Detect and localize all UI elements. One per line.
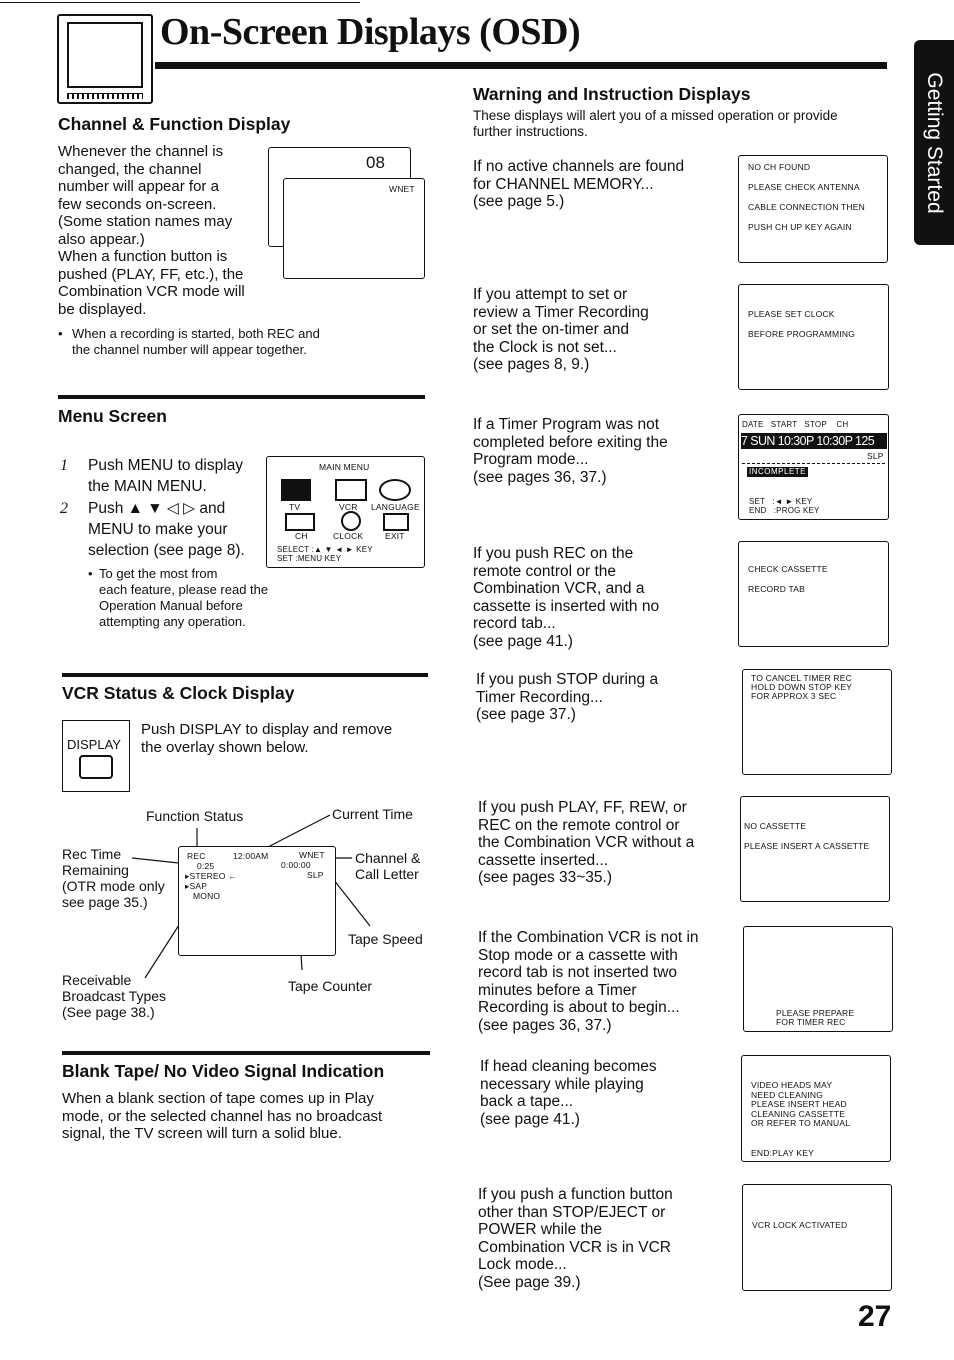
channel-call-label: Channel & Call Letter: [355, 850, 421, 882]
warning-screen: [738, 155, 888, 263]
page-title: On-Screen Displays (OSD): [160, 11, 581, 53]
warning-screen-text: PLEASE SET CLOCK BEFORE PROGRAMMING: [748, 309, 856, 339]
warning-screen: [738, 541, 889, 647]
timer-header: DATE START STOP CH: [742, 420, 849, 429]
timer-program-screen: [738, 414, 889, 520]
step1-text: Push MENU to display the MAIN MENU.: [88, 457, 244, 495]
function-status-label: Function Status: [146, 808, 244, 824]
warning-text: If you push a function button other than STOP/EJECT or POWER while the Combination VCR is in VCR Lock mode... (See page 39.): [478, 1186, 673, 1291]
warning-text: If the Combination VCR is not in Stop mode or a cassette with record tab is not inserted two minutes before a Timer Recording is about to begin... (see pages 36, 37.): [478, 929, 699, 1034]
warning-screen-text: NO CH FOUND PLEASE CHECK ANTENNA CABLE CONNECTION THEN PUSH CH UP KEY AGAIN: [748, 162, 865, 232]
warning-text: If no active channels are found for CHANNEL MEMORY... (see page 5.): [473, 158, 685, 210]
blank-tape-body: When a blank section of tape comes up in Play mode, or the selected channel has no broadcast signal, the TV screen will turn a solid blue.: [62, 1090, 383, 1142]
warning-screen: [741, 1055, 891, 1162]
warning-screen-text: VIDEO HEADS MAY NEED CLEANING PLEASE INSERT HEAD CLEANING CASSETTE OR REFER TO MANUAL: [751, 1080, 851, 1128]
osd-rec: REC: [187, 851, 206, 861]
warning-text: If a Timer Program was not completed before exiting the Program mode... (see pages 36, 37.): [473, 416, 668, 486]
warning-screen-text: PLEASE PREPARE FOR TIMER REC: [776, 1008, 855, 1027]
osd-stereo: ▸STEREO ←: [185, 871, 237, 881]
bullet: •: [58, 326, 63, 341]
blank-tape-heading: Blank Tape/ No Video Signal Indication: [62, 1061, 385, 1081]
warnings-intro: These displays will alert you of a missed operation or provide further instructions.: [473, 108, 838, 139]
menu-note: To get the most from each feature, please read the Operation Manual before attempting any operation.: [99, 566, 269, 629]
warning-text: If head cleaning becomes necessary while playing back a tape... (see page 41.): [480, 1058, 657, 1128]
bullet: •: [88, 566, 93, 581]
warning-screen-text: VCR LOCK ACTIVATED: [752, 1220, 848, 1230]
timer-slp: SLP: [867, 451, 884, 461]
osd-mono: MONO: [193, 891, 221, 901]
rec-time-label: Rec Time Remaining (OTR mode only see page 35.): [62, 846, 165, 910]
warning-screen-text: TO CANCEL TIMER REC HOLD DOWN STOP KEY FOR APPROX 3 SEC: [751, 673, 853, 701]
side-tab: Getting Started: [914, 40, 954, 245]
menu-item-tv: TV: [289, 502, 301, 512]
channel-function-body: Whenever the channel is changed, the channel number will appear for a few seconds on-screen. (Some station names may also appear.) When a function button is pushed (PLAY, FF, etc.), the Combination VCR mode will be displayed.: [58, 143, 245, 318]
channel-number: 08: [366, 153, 385, 172]
current-time-label: Current Time: [332, 806, 413, 822]
warning-screen-text: NO CASSETTE PLEASE INSERT A CASSETTE: [744, 821, 870, 851]
channel-function-heading: Channel & Function Display: [58, 114, 291, 134]
osd-counter: 0:00:00: [281, 860, 311, 870]
menu-item-vcr: VCR: [339, 502, 358, 512]
warning-screen: [743, 926, 893, 1032]
osd-slp: SLP: [307, 870, 324, 880]
osd-rec-time: 0:25: [197, 861, 215, 871]
channel-function-note: When a recording is started, both REC and the channel number will appear together.: [72, 326, 320, 357]
menu-heading: Menu Screen: [58, 406, 167, 426]
menu-title: MAIN MENU: [319, 462, 370, 472]
channel-station: WNET: [389, 184, 415, 194]
warning-text: If you push STOP during a Timer Recording... (see page 37.): [476, 671, 659, 723]
menu-item-ch: CH: [295, 531, 308, 541]
warning-screen: [738, 284, 889, 390]
step2-text: Push ▲ ▼ ◁ ▷ and MENU to make your selection (see page 8).: [88, 500, 245, 559]
warning-text: If you attempt to set or review a Timer Recording or set the on-timer and the Clock is not set... (see pages 8, 9.): [473, 286, 649, 373]
tape-speed-label: Tape Speed: [348, 931, 423, 947]
timer-footer: SET :◄ ► KEY END :PROG KEY: [749, 497, 820, 515]
warning-screen: [740, 796, 890, 902]
osd-station: WNET: [299, 850, 325, 860]
warning-screen-text: CHECK CASSETTE RECORD TAB: [748, 564, 828, 594]
receivable-label: Receivable Broadcast Types (See page 38.): [62, 972, 167, 1020]
warning-screen: [742, 669, 892, 775]
step1-number: 1: [60, 457, 68, 474]
vcr-body: Push DISPLAY to display and remove the overlay shown below.: [141, 721, 393, 756]
display-button-label: DISPLAY: [67, 737, 121, 752]
menu-item-clock: CLOCK: [333, 531, 364, 541]
warning-text: If you push REC on the remote control or the Combination VCR, and a cassette is inserted with no record tab... (see page 41.): [473, 545, 660, 650]
blank-tape-rule: [62, 1051, 430, 1055]
timer-incomplete: INCOMPLETE: [749, 467, 807, 476]
vcr-status-screen: [178, 846, 336, 956]
timer-dashes: [742, 463, 885, 464]
step2-number: 2: [60, 500, 68, 517]
timer-row: 7 SUN 10:30P 10:30P 125: [741, 433, 887, 449]
warning-text: If you push PLAY, FF, REW, or REC on the remote control or the Combination VCR without a cassette inserted... (see pages 33~35.): [478, 799, 695, 886]
vcr-heading: VCR Status & Clock Display: [62, 683, 295, 703]
osd-sap: ▸SAP: [185, 881, 208, 891]
menu-item-exit: EXIT: [385, 531, 405, 541]
menu-item-language: LANGUAGE: [371, 502, 420, 512]
end-play-text: END:PLAY KEY: [751, 1148, 815, 1158]
osd-time: 12:00AM: [233, 851, 269, 861]
menu-footer: SELECT :▲ ▼ ◄ ► KEY SET :MENU KEY: [277, 545, 373, 563]
warnings-heading: Warning and Instruction Displays: [473, 84, 751, 104]
page-number: 27: [858, 1300, 892, 1333]
tape-counter-label: Tape Counter: [288, 978, 373, 994]
warning-screen: [742, 1184, 892, 1291]
